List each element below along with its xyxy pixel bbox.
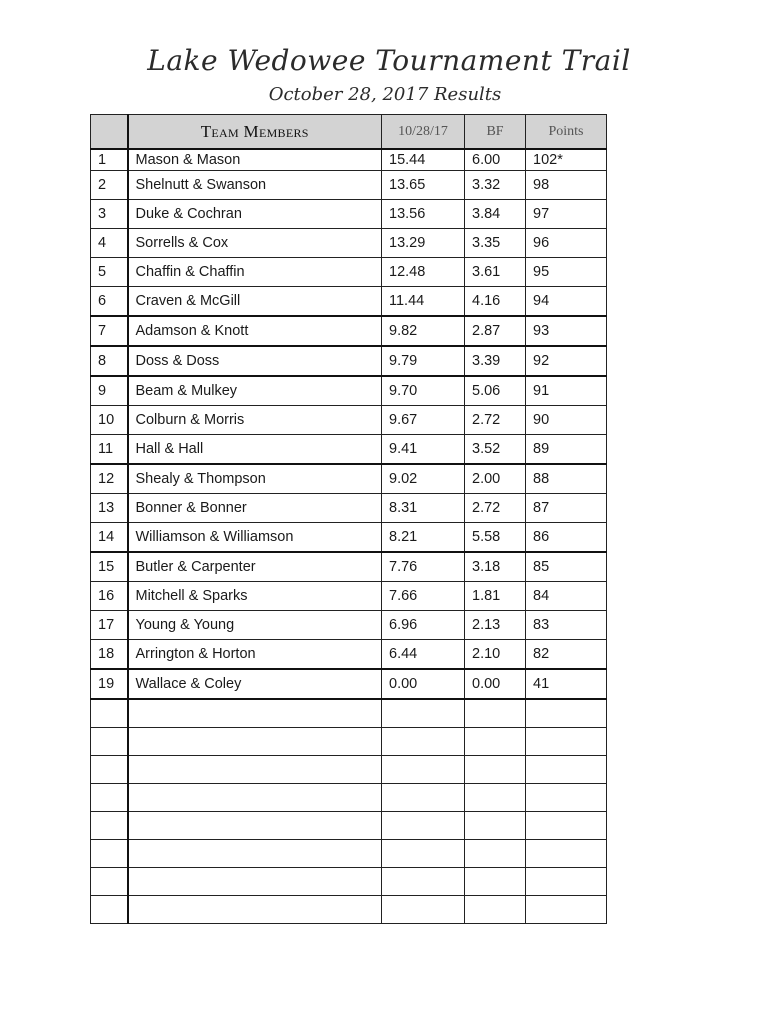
team-cell bbox=[128, 756, 382, 784]
weight-cell: 0.00 bbox=[382, 669, 465, 699]
bf-cell: 6.00 bbox=[465, 149, 526, 171]
bf-cell: 2.13 bbox=[465, 611, 526, 640]
bf-cell bbox=[465, 812, 526, 840]
weight-cell bbox=[382, 728, 465, 756]
bf-cell: 3.52 bbox=[465, 435, 526, 465]
rank-cell: 15 bbox=[91, 552, 128, 582]
bf-cell: 3.61 bbox=[465, 258, 526, 287]
points-cell bbox=[526, 840, 607, 868]
weight-cell: 13.29 bbox=[382, 229, 465, 258]
bf-cell: 2.00 bbox=[465, 464, 526, 494]
team-cell: Arrington & Horton bbox=[128, 640, 382, 670]
header-date: 10/28/17 bbox=[382, 115, 465, 150]
bf-cell: 5.06 bbox=[465, 376, 526, 406]
weight-cell: 9.67 bbox=[382, 406, 465, 435]
points-cell: 91 bbox=[526, 376, 607, 406]
header-row bbox=[91, 115, 607, 150]
points-cell: 41 bbox=[526, 669, 607, 699]
team-cell bbox=[128, 840, 382, 868]
rank-cell: 14 bbox=[91, 523, 128, 553]
table-row-empty bbox=[91, 728, 607, 756]
points-cell: 97 bbox=[526, 200, 607, 229]
points-cell: 90 bbox=[526, 406, 607, 435]
rank-cell bbox=[91, 728, 128, 756]
table-row bbox=[91, 494, 607, 523]
rank-cell: 1 bbox=[91, 149, 128, 171]
weight-cell: 15.44 bbox=[382, 149, 465, 171]
table-row bbox=[91, 346, 607, 376]
team-cell: Shelnutt & Swanson bbox=[128, 171, 382, 200]
weight-cell bbox=[382, 868, 465, 896]
team-cell: Williamson & Williamson bbox=[128, 523, 382, 553]
points-cell: 94 bbox=[526, 287, 607, 317]
rank-cell: 16 bbox=[91, 582, 128, 611]
bf-cell bbox=[465, 896, 526, 924]
bf-cell: 0.00 bbox=[465, 669, 526, 699]
bf-cell: 3.39 bbox=[465, 346, 526, 376]
rank-cell: 12 bbox=[91, 464, 128, 494]
weight-cell bbox=[382, 840, 465, 868]
bf-cell: 1.81 bbox=[465, 582, 526, 611]
team-cell: Craven & McGill bbox=[128, 287, 382, 317]
weight-cell: 6.44 bbox=[382, 640, 465, 670]
weight-cell bbox=[382, 699, 465, 728]
rank-cell bbox=[91, 868, 128, 896]
bf-cell bbox=[465, 840, 526, 868]
weight-cell: 9.70 bbox=[382, 376, 465, 406]
team-cell bbox=[128, 812, 382, 840]
bf-cell: 3.35 bbox=[465, 229, 526, 258]
team-cell bbox=[128, 868, 382, 896]
bf-cell bbox=[465, 784, 526, 812]
rank-cell bbox=[91, 812, 128, 840]
rank-cell bbox=[91, 784, 128, 812]
team-cell: Beam & Mulkey bbox=[128, 376, 382, 406]
points-cell bbox=[526, 728, 607, 756]
bf-cell: 4.16 bbox=[465, 287, 526, 317]
points-cell: 83 bbox=[526, 611, 607, 640]
table-row bbox=[91, 149, 607, 171]
weight-cell: 8.31 bbox=[382, 494, 465, 523]
team-cell: Mason & Mason bbox=[128, 149, 382, 171]
team-cell: Butler & Carpenter bbox=[128, 552, 382, 582]
rank-cell bbox=[91, 699, 128, 728]
table-row bbox=[91, 523, 607, 553]
bf-cell bbox=[465, 728, 526, 756]
table-row bbox=[91, 258, 607, 287]
team-cell: Bonner & Bonner bbox=[128, 494, 382, 523]
points-cell bbox=[526, 699, 607, 728]
weight-cell: 13.65 bbox=[382, 171, 465, 200]
weight-cell: 9.41 bbox=[382, 435, 465, 465]
points-cell: 102* bbox=[526, 149, 607, 171]
table-row-empty bbox=[91, 868, 607, 896]
bf-cell bbox=[465, 699, 526, 728]
bf-cell: 3.32 bbox=[465, 171, 526, 200]
rank-cell: 5 bbox=[91, 258, 128, 287]
rank-cell: 8 bbox=[91, 346, 128, 376]
table-row bbox=[91, 200, 607, 229]
team-cell: Hall & Hall bbox=[128, 435, 382, 465]
bf-cell: 3.18 bbox=[465, 552, 526, 582]
weight-cell: 9.82 bbox=[382, 316, 465, 346]
points-cell: 92 bbox=[526, 346, 607, 376]
points-cell: 96 bbox=[526, 229, 607, 258]
weight-cell: 6.96 bbox=[382, 611, 465, 640]
bf-cell bbox=[465, 756, 526, 784]
table-row-empty bbox=[91, 784, 607, 812]
weight-cell bbox=[382, 784, 465, 812]
rank-cell bbox=[91, 756, 128, 784]
table-row bbox=[91, 640, 607, 670]
weight-cell: 9.79 bbox=[382, 346, 465, 376]
bf-cell: 2.10 bbox=[465, 640, 526, 670]
table-row bbox=[91, 611, 607, 640]
rank-cell bbox=[91, 896, 128, 924]
points-cell: 93 bbox=[526, 316, 607, 346]
team-cell: Adamson & Knott bbox=[128, 316, 382, 346]
team-cell: Doss & Doss bbox=[128, 346, 382, 376]
table-row bbox=[91, 376, 607, 406]
weight-cell bbox=[382, 896, 465, 924]
header-points: Points bbox=[526, 115, 607, 150]
points-cell bbox=[526, 784, 607, 812]
points-cell: 84 bbox=[526, 582, 607, 611]
points-cell bbox=[526, 812, 607, 840]
points-cell bbox=[526, 756, 607, 784]
team-cell: Young & Young bbox=[128, 611, 382, 640]
table-row bbox=[91, 464, 607, 494]
bf-cell bbox=[465, 868, 526, 896]
table-row bbox=[91, 287, 607, 317]
weight-cell: 8.21 bbox=[382, 523, 465, 553]
points-cell: 85 bbox=[526, 552, 607, 582]
rank-cell: 10 bbox=[91, 406, 128, 435]
weight-cell: 12.48 bbox=[382, 258, 465, 287]
results-table bbox=[90, 114, 607, 924]
points-cell bbox=[526, 896, 607, 924]
rank-cell: 2 bbox=[91, 171, 128, 200]
team-cell: Mitchell & Sparks bbox=[128, 582, 382, 611]
table-row bbox=[91, 229, 607, 258]
table-row-empty bbox=[91, 756, 607, 784]
bf-cell: 5.58 bbox=[465, 523, 526, 553]
rank-cell: 17 bbox=[91, 611, 128, 640]
points-cell: 87 bbox=[526, 494, 607, 523]
bf-cell: 3.84 bbox=[465, 200, 526, 229]
table-row-empty bbox=[91, 699, 607, 728]
table-row bbox=[91, 171, 607, 200]
team-cell bbox=[128, 784, 382, 812]
document-title: Lake Wedowee Tournament Trail bbox=[147, 44, 631, 77]
table-row bbox=[91, 316, 607, 346]
header-bf: BF bbox=[465, 115, 526, 150]
weight-cell: 7.76 bbox=[382, 552, 465, 582]
points-cell: 88 bbox=[526, 464, 607, 494]
weight-cell: 9.02 bbox=[382, 464, 465, 494]
bf-cell: 2.87 bbox=[465, 316, 526, 346]
team-cell: Colburn & Morris bbox=[128, 406, 382, 435]
points-cell bbox=[526, 868, 607, 896]
table-row bbox=[91, 669, 607, 699]
team-cell bbox=[128, 699, 382, 728]
header-rank bbox=[91, 115, 128, 150]
table-row bbox=[91, 582, 607, 611]
points-cell: 82 bbox=[526, 640, 607, 670]
rank-cell: 3 bbox=[91, 200, 128, 229]
team-cell: Wallace & Coley bbox=[128, 669, 382, 699]
points-cell: 86 bbox=[526, 523, 607, 553]
table-row bbox=[91, 552, 607, 582]
team-cell: Duke & Cochran bbox=[128, 200, 382, 229]
rank-cell: 7 bbox=[91, 316, 128, 346]
weight-cell: 13.56 bbox=[382, 200, 465, 229]
points-cell: 98 bbox=[526, 171, 607, 200]
weight-cell: 7.66 bbox=[382, 582, 465, 611]
weight-cell bbox=[382, 756, 465, 784]
table-row-empty bbox=[91, 840, 607, 868]
team-cell: Sorrells & Cox bbox=[128, 229, 382, 258]
team-cell bbox=[128, 896, 382, 924]
results-body bbox=[91, 149, 607, 924]
rank-cell bbox=[91, 840, 128, 868]
rank-cell: 11 bbox=[91, 435, 128, 465]
bf-cell: 2.72 bbox=[465, 494, 526, 523]
table-row-empty bbox=[91, 812, 607, 840]
table-row bbox=[91, 406, 607, 435]
rank-cell: 4 bbox=[91, 229, 128, 258]
rank-cell: 9 bbox=[91, 376, 128, 406]
weight-cell bbox=[382, 812, 465, 840]
table-row bbox=[91, 435, 607, 465]
points-cell: 89 bbox=[526, 435, 607, 465]
rank-cell: 19 bbox=[91, 669, 128, 699]
bf-cell: 2.72 bbox=[465, 406, 526, 435]
team-cell bbox=[128, 728, 382, 756]
points-cell: 95 bbox=[526, 258, 607, 287]
team-cell: Chaffin & Chaffin bbox=[128, 258, 382, 287]
rank-cell: 18 bbox=[91, 640, 128, 670]
team-cell: Shealy & Thompson bbox=[128, 464, 382, 494]
weight-cell: 11.44 bbox=[382, 287, 465, 317]
header-team-members: Team Members bbox=[128, 115, 382, 150]
rank-cell: 13 bbox=[91, 494, 128, 523]
document-subtitle: October 28, 2017 Results bbox=[268, 84, 502, 105]
table-row-empty bbox=[91, 896, 607, 924]
rank-cell: 6 bbox=[91, 287, 128, 317]
